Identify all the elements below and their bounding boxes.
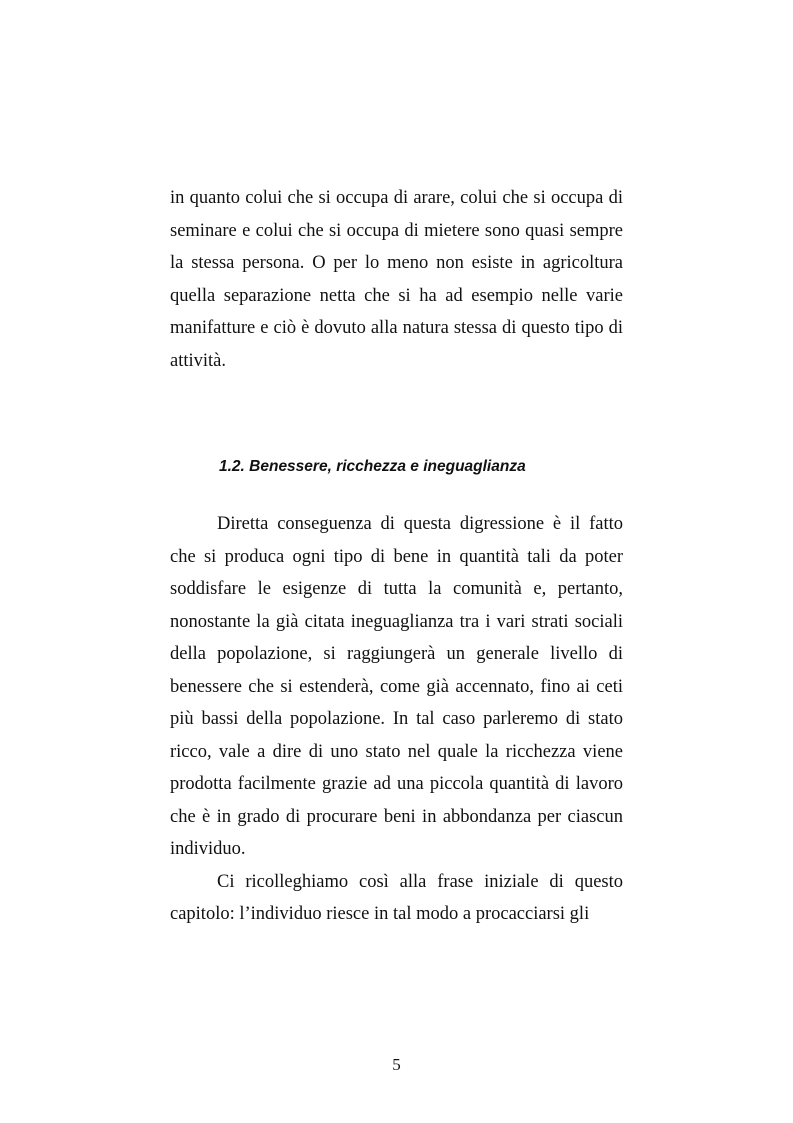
- heading-spacer: [170, 477, 623, 508]
- paragraph-continuation: in quanto colui che si occupa di arare, colui che si occupa di seminare e colui che si occupa di mietere sono quasi sempre la stessa persona. O per lo meno non esiste in agricoltura quella separazione netta che si ha ad esempio nelle varie manifatture e ciò è dovuto alla natura stessa di questo tipo di attività.: [170, 188, 623, 371]
- page-body: [170, 182, 623, 931]
- paragraph-chapter-link: Ci ricolleghiamo così alla frase iniziale di questo capitolo: l’individuo riesce in tal modo a procacciarsi gli: [170, 871, 623, 924]
- paragraph-wealth: Diretta conseguenza di questa digressione è il fatto che si produca ogni tipo di bene in quantità tali da poter soddisfare le esigenze di tutta la comunità e, pertanto, nonostante la già citata ineguaglianza tra i vari strati sociali della popolazione, si raggiungerà un generale livello di benessere che si estenderà, come già accennato, fino ai ceti più bassi della popolazione. In tal caso parleremo di stato ricco, vale a dire di uno stato nel quale la ricchezza viene prodotta facilmente grazie ad una piccola quantità di lavoro che è in grado di procurare beni in abbondanza per ciascun individuo.: [170, 514, 623, 859]
- page-number: 5: [392, 1055, 401, 1074]
- section-heading: 1.2. Benessere, ricchezza e ineguaglianza: [219, 458, 526, 475]
- section-spacer: [170, 377, 623, 457]
